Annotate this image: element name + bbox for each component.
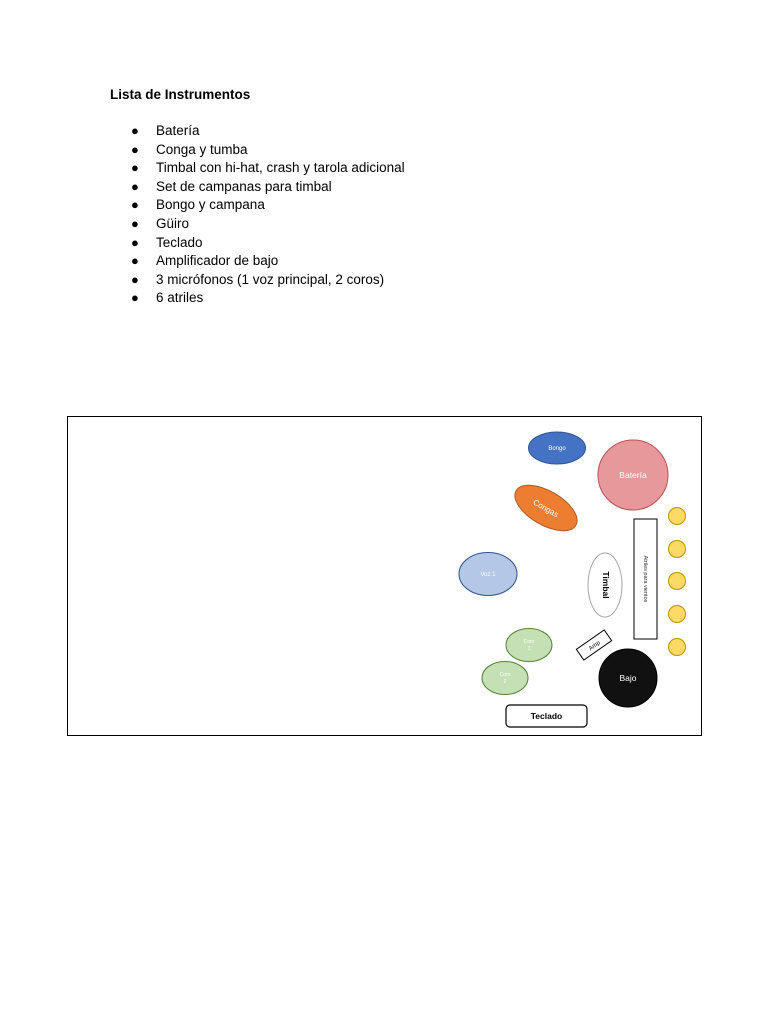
bullet-icon: ● <box>131 123 139 138</box>
teclado-shape <box>506 705 587 727</box>
amp-label: Amp <box>588 640 602 653</box>
list-item <box>110 234 405 253</box>
atril-circle <box>669 606 686 623</box>
coro1-label: Coro <box>523 639 535 645</box>
timbal-shape <box>588 553 622 617</box>
list-item <box>110 159 405 178</box>
amp-shape <box>576 630 611 660</box>
list-item <box>110 141 405 160</box>
list-item-text: 3 micrófonos (1 voz principal, 2 coros) <box>156 271 385 287</box>
bullet-icon: ● <box>131 141 139 157</box>
list-item-text: Conga y tumba <box>156 141 248 157</box>
coro1-ellipse <box>506 629 552 662</box>
congas-label: Congas <box>531 497 560 520</box>
instrument-list <box>110 122 405 308</box>
bateria-label: Batería <box>619 470 647 480</box>
atril-circle <box>669 573 686 590</box>
atril-circle <box>669 508 686 525</box>
list-item-text: Teclado <box>156 234 203 250</box>
coro2-number: 2 <box>503 679 507 685</box>
teclado-label: Teclado <box>530 711 563 721</box>
atriles-label: Atriles para vientos <box>642 555 649 603</box>
atriles-shape <box>634 519 657 639</box>
list-item <box>110 196 405 215</box>
atril-circle <box>669 541 686 558</box>
atril-circle <box>669 639 686 656</box>
congas-shape <box>508 476 585 540</box>
timbal-label: Timbal <box>600 571 611 599</box>
bongo-label: Bongo <box>548 446 566 452</box>
voz1-label: Voz 1 <box>480 572 496 578</box>
bajo-label: Bajo <box>619 673 637 683</box>
bullet-icon: ● <box>131 178 139 194</box>
list-item-text: Timbal con hi-hat, crash y tarola adicional <box>156 160 405 176</box>
bongo-shape <box>529 432 586 464</box>
list-item <box>110 178 405 197</box>
list-item-text: Amplificador de bajo <box>156 253 279 269</box>
list-item <box>110 215 405 234</box>
coro1-number: 1 <box>527 646 531 652</box>
list-item-text: Batería <box>156 123 200 138</box>
bullet-icon: ● <box>131 271 139 287</box>
list-item <box>110 271 405 290</box>
bullet-icon: ● <box>131 197 139 213</box>
coro2-ellipse <box>482 662 528 695</box>
bullet-icon: ● <box>131 215 139 231</box>
page-title: Lista de Instrumentos <box>110 87 251 102</box>
list-item-text: Set de campanas para timbal <box>156 178 332 194</box>
bullet-icon: ● <box>131 234 139 250</box>
voz1-shape <box>459 553 517 596</box>
bullet-icon: ● <box>131 253 139 269</box>
coro1-shape <box>506 629 552 662</box>
list-item-text: 6 atriles <box>156 290 204 306</box>
coro2-shape <box>482 662 528 695</box>
bullet-icon: ● <box>131 160 139 176</box>
list-item <box>110 289 405 308</box>
list-item-text: Güiro <box>156 215 190 231</box>
list-item <box>110 122 405 141</box>
stage-diagram <box>68 417 703 737</box>
list-item <box>110 252 405 271</box>
coro2-label: Coro <box>499 672 511 678</box>
bateria-shape <box>598 440 668 510</box>
list-item-text: Bongo y campana <box>156 197 265 213</box>
bullet-icon: ● <box>131 290 139 306</box>
bajo-shape <box>599 649 657 707</box>
stage-plot <box>67 416 702 736</box>
